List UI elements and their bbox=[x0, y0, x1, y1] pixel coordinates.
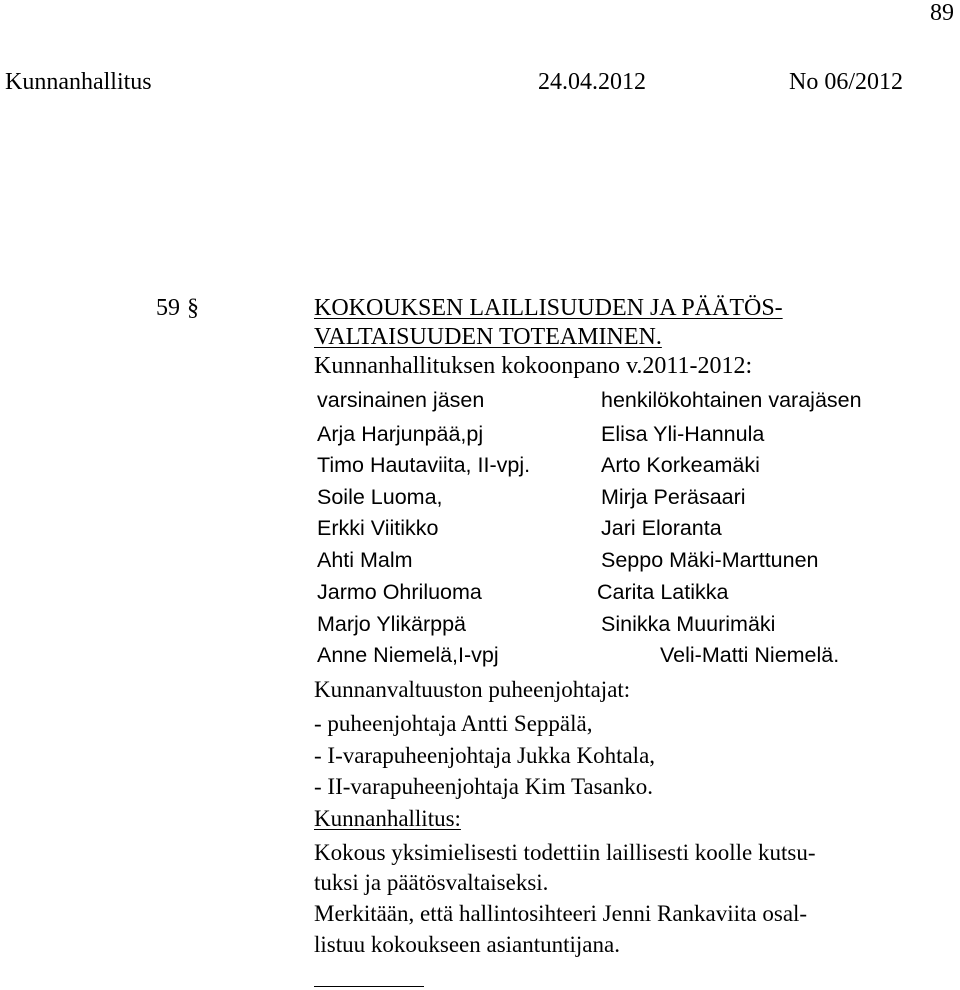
member-name: Timo Hautaviita, II-vpj. bbox=[317, 453, 531, 477]
section-title-line2: VALTAISUUDEN TOTEAMINEN. bbox=[314, 324, 662, 350]
header-date: 24.04.2012 bbox=[538, 69, 646, 95]
decision-text-line3: Merkitään, että hallintosihteeri Jenni Rankaviita osal- bbox=[314, 901, 808, 926]
chairs-heading: Kunnanvaltuuston puheenjohtajat: bbox=[314, 677, 631, 702]
member-name: Soile Luoma, bbox=[317, 485, 443, 509]
member-name: Anne Niemelä,I-vpj bbox=[317, 643, 499, 667]
composition-intro: Kunnanhallituksen kokoonpano v.2011-2012: bbox=[314, 353, 753, 379]
deputy-name: Mirja Peräsaari bbox=[601, 485, 746, 509]
decision-text-line4: listuu kokoukseen asiantuntijana. bbox=[314, 932, 620, 957]
section-symbol: § bbox=[187, 295, 199, 321]
decision-text-line1: Kokous yksimielisesti todettiin laillisesti koolle kutsu- bbox=[314, 840, 816, 865]
column-header-deputy: henkilökohtainen varajäsen bbox=[601, 388, 862, 412]
closing-divider bbox=[314, 986, 424, 987]
chair-item: - II-varapuheenjohtaja Kim Tasanko. bbox=[314, 774, 654, 799]
deputy-name: Arto Korkeamäki bbox=[601, 453, 760, 477]
chair-item: - I-varapuheenjohtaja Jukka Kohtala, bbox=[314, 743, 656, 768]
member-name: Marjo Ylikärppä bbox=[317, 612, 466, 636]
deputy-name: Sinikka Muurimäki bbox=[601, 612, 776, 636]
chair-item: - puheenjohtaja Antti Seppälä, bbox=[314, 711, 593, 736]
decision-text-line2: tuksi ja päätösvaltaiseksi. bbox=[314, 870, 549, 895]
deputy-name: Veli-Matti Niemelä. bbox=[660, 643, 840, 667]
section-number: 59 bbox=[156, 295, 180, 321]
section-title-line1: KOKOUKSEN LAILLISUUDEN JA PÄÄTÖS- bbox=[314, 295, 783, 321]
deputy-name: Elisa Yli-Hannula bbox=[601, 422, 765, 446]
member-name: Arja Harjunpää,pj bbox=[317, 422, 484, 446]
deputy-name: Seppo Mäki-Marttunen bbox=[601, 548, 819, 572]
member-name: Erkki Viitikko bbox=[317, 516, 439, 540]
deputy-name: Jari Eloranta bbox=[601, 516, 722, 540]
column-header-member: varsinainen jäsen bbox=[317, 388, 485, 412]
header-body: Kunnanhallitus bbox=[5, 69, 152, 95]
deputy-name: Carita Latikka bbox=[597, 580, 729, 604]
page-number: 89 bbox=[930, 0, 954, 26]
member-name: Ahti Malm bbox=[317, 548, 413, 572]
header-number: No 06/2012 bbox=[789, 69, 903, 95]
decision-heading: Kunnanhallitus: bbox=[314, 806, 461, 831]
member-name: Jarmo Ohriluoma bbox=[317, 580, 482, 604]
